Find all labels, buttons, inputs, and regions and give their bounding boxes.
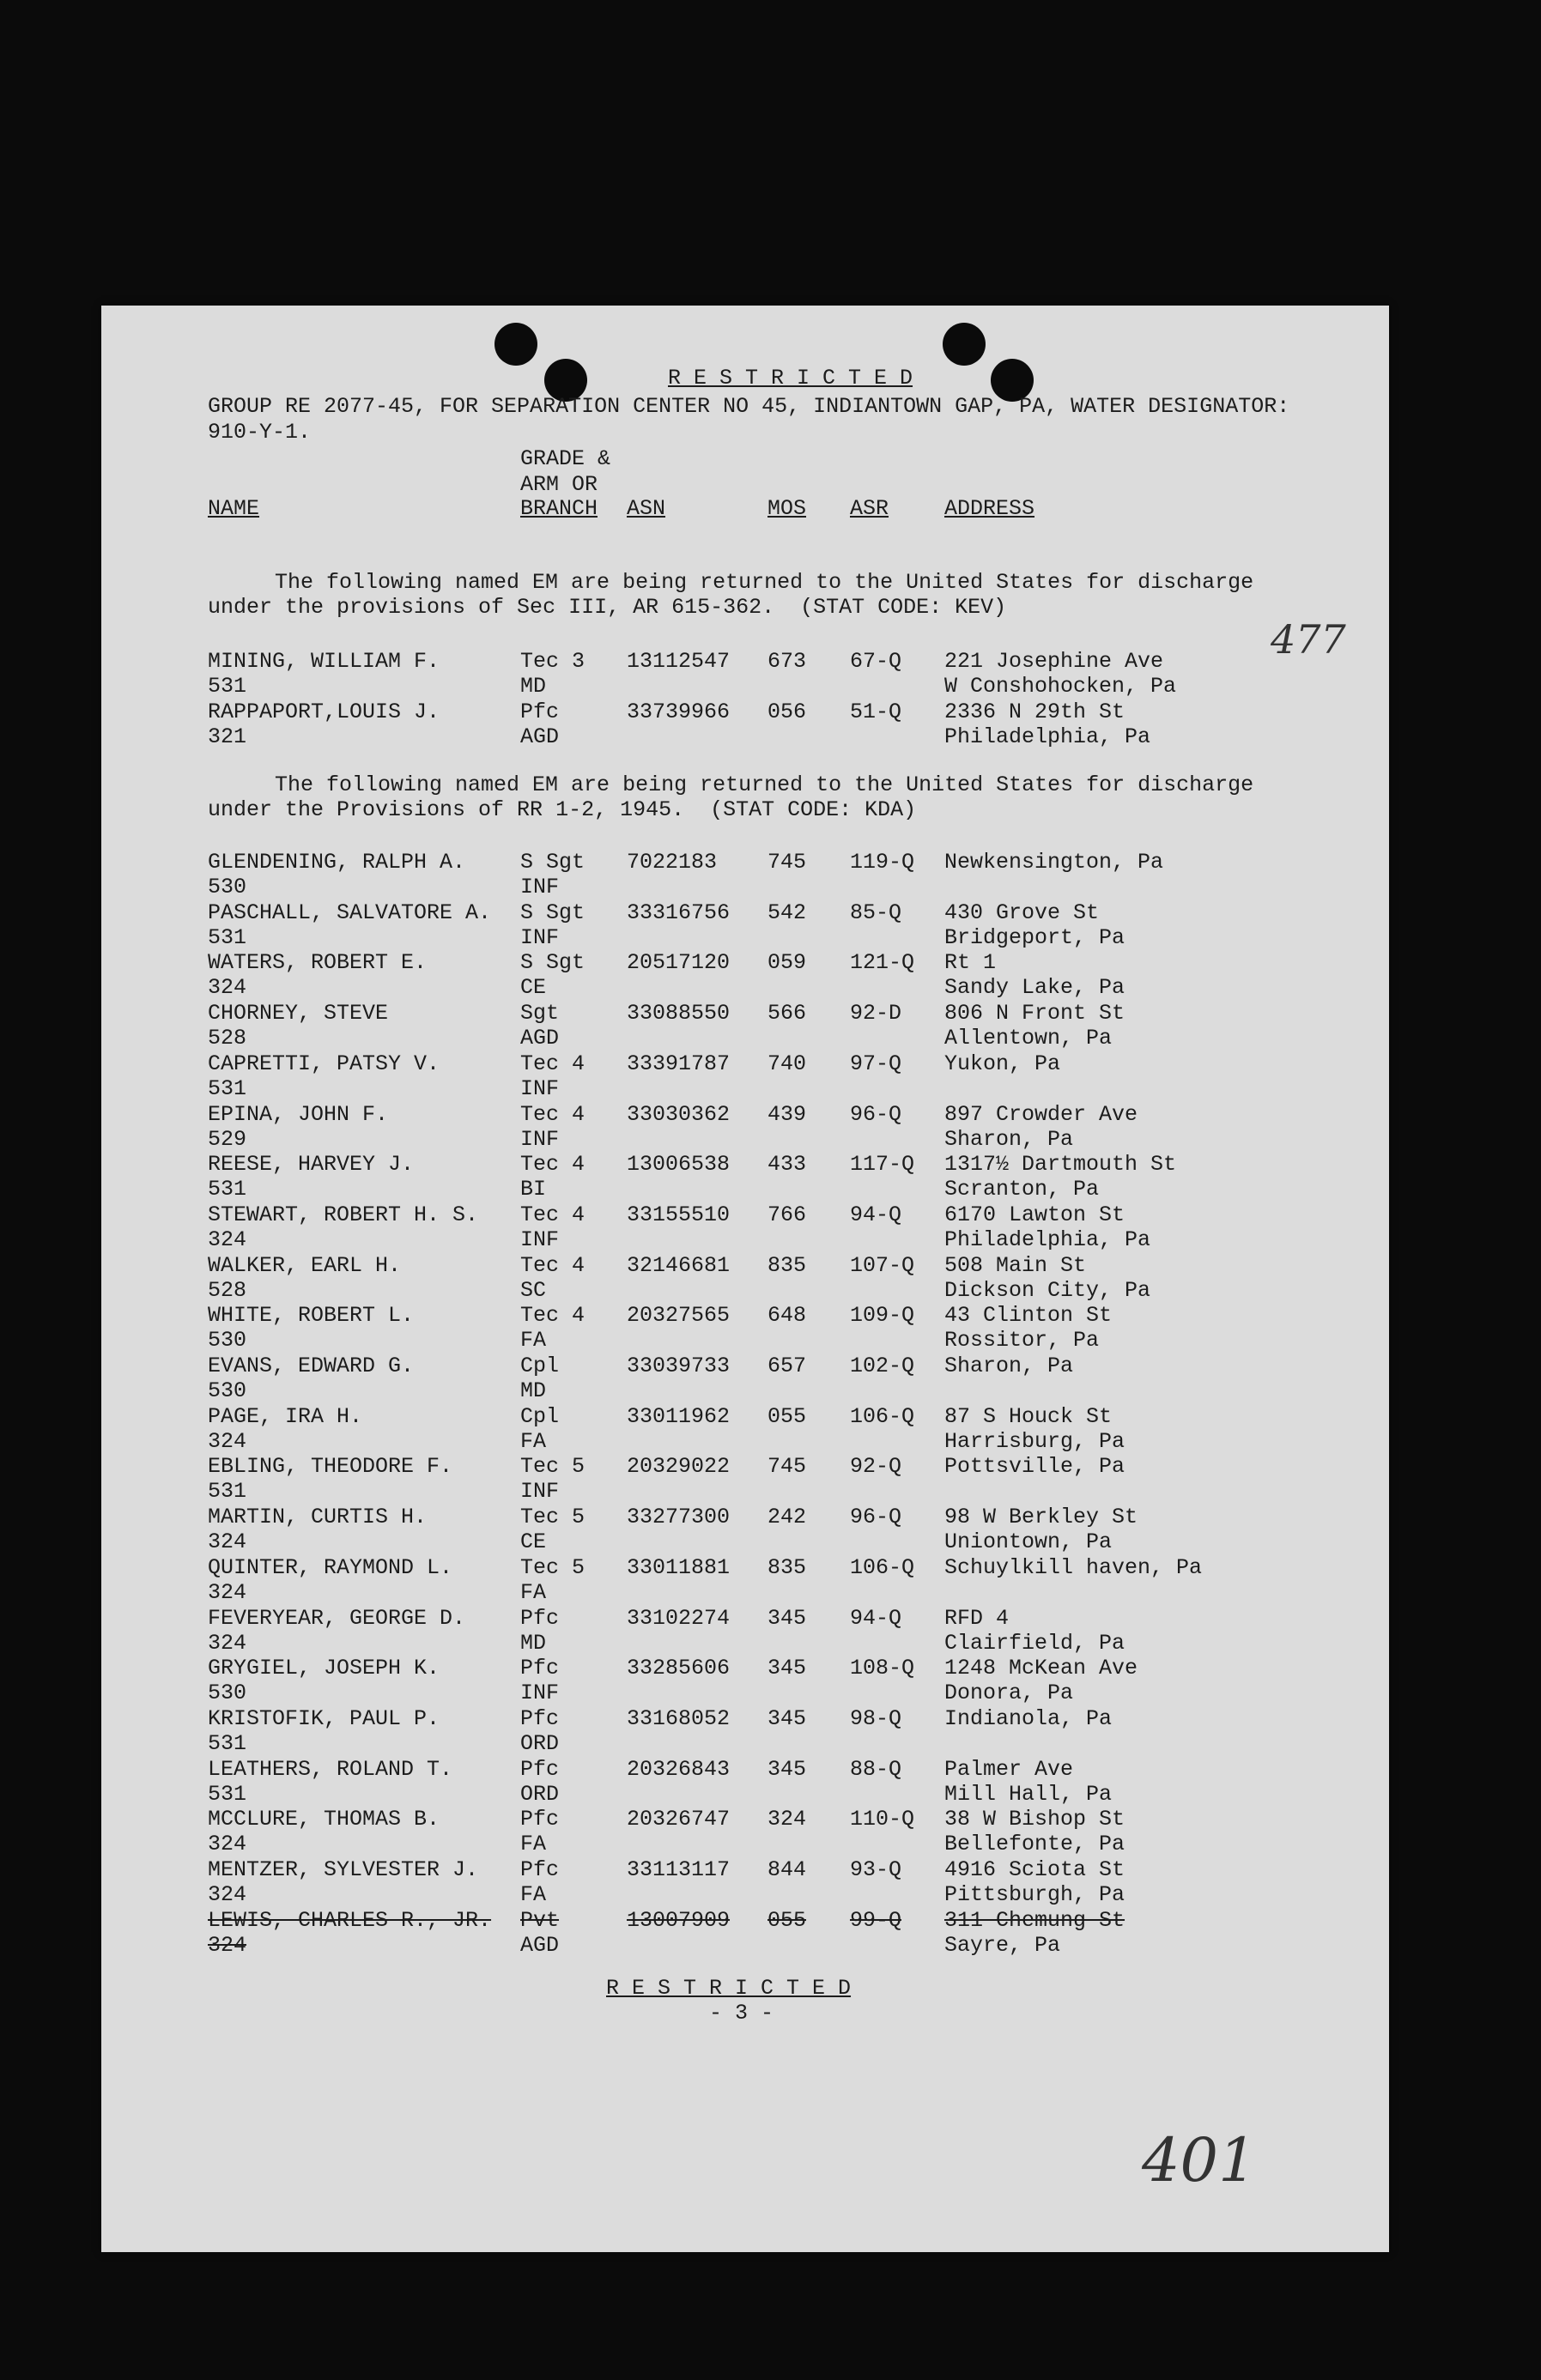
address-line-1: 38 W Bishop St [944, 1807, 1125, 1832]
mos: 345 [767, 1656, 807, 1681]
soldier-code: 531 [208, 924, 247, 950]
soldier-name: MINING, WILLIAM F. [208, 649, 440, 674]
soldier-code: 531 [208, 1177, 247, 1202]
table-row [101, 1303, 1389, 1353]
asn: 20327565 [627, 1303, 731, 1329]
branch: ORD [520, 1781, 560, 1807]
mos: 056 [767, 699, 807, 724]
grade: Pfc [520, 1807, 560, 1832]
grade: Pfc [520, 1756, 560, 1782]
address-line-2: Dickson City, Pa [944, 1277, 1151, 1303]
soldier-code: 324 [208, 1529, 247, 1555]
address-line-1: Pottsville, Pa [944, 1454, 1125, 1480]
mos: 055 [767, 1907, 807, 1933]
branch: INF [520, 1075, 560, 1101]
branch: AGD [520, 1026, 560, 1051]
page-number: - 3 - [709, 2001, 774, 2026]
address-line-2: Philadelphia, Pa [944, 724, 1151, 749]
section1-paragraph: The following named EM are being returned to the United States for discharge [275, 570, 1254, 595]
mos: 433 [767, 1152, 807, 1178]
col-grade-header: BRANCH [520, 496, 598, 521]
mos: 345 [767, 1605, 807, 1631]
asr: 94-Q [850, 1605, 902, 1631]
grade: Cpl [520, 1403, 560, 1429]
mos: 439 [767, 1101, 807, 1127]
address-line-1: 1248 McKean Ave [944, 1656, 1138, 1681]
asr: 108-Q [850, 1656, 915, 1681]
soldier-name: CHORNEY, STEVE [208, 1001, 389, 1026]
soldier-name: MCCLURE, THOMAS B. [208, 1807, 440, 1832]
branch: FA [520, 1428, 547, 1454]
col-mos-header: MOS [767, 496, 807, 521]
address-line-1: 1317½ Dartmouth St [944, 1152, 1177, 1178]
address-line-1: Schuylkill haven, Pa [944, 1554, 1203, 1580]
address-line-1: 98 W Berkley St [944, 1505, 1138, 1530]
branch: FA [520, 1579, 547, 1605]
branch: FA [520, 1328, 547, 1354]
grade: S Sgt [520, 950, 585, 976]
table-row [101, 1202, 1389, 1252]
branch: INF [520, 1126, 560, 1152]
asn: 33102274 [627, 1605, 731, 1631]
address-line-2: Scranton, Pa [944, 1177, 1100, 1202]
grade: Pfc [520, 1705, 560, 1731]
address-line-1: 87 S Houck St [944, 1403, 1113, 1429]
address-line-1: 43 Clinton St [944, 1303, 1113, 1329]
address-line-1: Palmer Ave [944, 1756, 1074, 1782]
asr: 92-Q [850, 1454, 902, 1480]
soldier-code: 530 [208, 1378, 247, 1403]
asr: 92-D [850, 1001, 902, 1026]
table-row [101, 1102, 1389, 1152]
table-row [101, 1706, 1389, 1756]
asr: 99-Q [850, 1907, 902, 1933]
address-line-1: 4916 Sciota St [944, 1857, 1125, 1882]
asr: 117-Q [850, 1152, 915, 1178]
branch: SC [520, 1277, 547, 1303]
address-line-2: Donora, Pa [944, 1681, 1074, 1706]
mos: 324 [767, 1807, 807, 1832]
grade: S Sgt [520, 850, 585, 875]
asr: 98-Q [850, 1705, 902, 1731]
section2-paragraph-cont: under the Provisions of RR 1-2, 1945. (STAT CODE: KDA) [208, 797, 917, 822]
soldier-name: GLENDENING, RALPH A. [208, 850, 466, 875]
soldier-code: 531 [208, 1730, 247, 1756]
asn: 33391787 [627, 1051, 731, 1076]
asn: 33739966 [627, 699, 731, 724]
soldier-code: 324 [208, 1579, 247, 1605]
soldier-code: 324 [208, 1932, 247, 1958]
asn: 13006538 [627, 1152, 731, 1178]
soldier-name: CAPRETTI, PATSY V. [208, 1051, 440, 1076]
soldier-name: QUINTER, RAYMOND L. [208, 1554, 453, 1580]
handwritten-page-number: 401 [1142, 2125, 1257, 2195]
address-line-2: Rossitor, Pa [944, 1328, 1100, 1354]
asn: 32146681 [627, 1252, 731, 1278]
section2-paragraph: The following named EM are being returned to the United States for discharge [275, 772, 1254, 797]
branch: MD [520, 1378, 547, 1403]
table-row [101, 1656, 1389, 1705]
asr: 109-Q [850, 1303, 915, 1329]
branch: ORD [520, 1730, 560, 1756]
asr: 106-Q [850, 1403, 915, 1429]
asn: 33168052 [627, 1705, 731, 1731]
col-asn-header: ASN [627, 496, 666, 521]
asr: 119-Q [850, 850, 915, 875]
address-line-2: Philadelphia, Pa [944, 1226, 1151, 1252]
table-row [101, 1454, 1389, 1504]
address-line-1: 2336 N 29th St [944, 699, 1125, 724]
address-line-2: Mill Hall, Pa [944, 1781, 1113, 1807]
asr: 51-Q [850, 699, 902, 724]
table-row [101, 850, 1389, 899]
document-page [101, 306, 1389, 2252]
address-line-1: 806 N Front St [944, 1001, 1125, 1026]
branch: INF [520, 924, 560, 950]
mos: 542 [767, 899, 807, 925]
restricted-footer: R E S T R I C T E D [606, 1976, 852, 2001]
branch: INF [520, 1681, 560, 1706]
table-row [101, 1152, 1389, 1202]
address-line-2: Uniontown, Pa [944, 1529, 1113, 1555]
mos: 835 [767, 1252, 807, 1278]
table-row [101, 1857, 1389, 1907]
address-line-1: RFD 4 [944, 1605, 1010, 1631]
branch: FA [520, 1882, 547, 1907]
address-line-1: 6170 Lawton St [944, 1202, 1125, 1227]
address-line-2: Sayre, Pa [944, 1932, 1061, 1958]
asr: 85-Q [850, 899, 902, 925]
address-line-1: 508 Main St [944, 1252, 1087, 1278]
soldier-name: EBLING, THEODORE F. [208, 1454, 453, 1480]
grade: Pfc [520, 699, 560, 724]
branch: AGD [520, 1932, 560, 1958]
address-line-2: Harrisburg, Pa [944, 1428, 1125, 1454]
col-asr-header: ASR [850, 496, 889, 521]
mos: 566 [767, 1001, 807, 1026]
mos: 055 [767, 1403, 807, 1429]
restricted-heading: R E S T R I C T E D [668, 366, 913, 391]
branch: BI [520, 1177, 547, 1202]
soldier-code: 531 [208, 674, 247, 699]
soldier-name: WATERS, ROBERT E. [208, 950, 428, 976]
soldier-code: 530 [208, 875, 247, 899]
soldier-code: 529 [208, 1126, 247, 1152]
asr: 107-Q [850, 1252, 915, 1278]
asr: 106-Q [850, 1554, 915, 1580]
mos: 673 [767, 649, 807, 674]
table-row [101, 1606, 1389, 1656]
asr: 67-Q [850, 649, 902, 674]
mos: 059 [767, 950, 807, 976]
address-line-1: Rt 1 [944, 950, 997, 976]
grade: Tec 4 [520, 1152, 585, 1178]
table-row [101, 1807, 1389, 1856]
asr: 121-Q [850, 950, 915, 976]
asr: 93-Q [850, 1857, 902, 1882]
group-line-cont: 910-Y-1. [208, 420, 312, 445]
branch: MD [520, 1630, 547, 1656]
address-line-2: Bridgeport, Pa [944, 924, 1125, 950]
grade: Pfc [520, 1857, 560, 1882]
col-grade-label-1: GRADE & [520, 446, 611, 471]
address-line-1: Sharon, Pa [944, 1354, 1074, 1378]
table-row [101, 1757, 1389, 1807]
grade: Sgt [520, 1001, 560, 1026]
branch: CE [520, 1529, 547, 1555]
asr: 97-Q [850, 1051, 902, 1076]
soldier-name: KRISTOFIK, PAUL P. [208, 1705, 440, 1731]
branch: MD [520, 674, 547, 699]
soldier-code: 324 [208, 1882, 247, 1907]
punch-hole [494, 323, 537, 366]
grade: Tec 3 [520, 649, 585, 674]
soldier-name: LEATHERS, ROLAND T. [208, 1756, 453, 1782]
soldier-name: PASCHALL, SALVATORE A. [208, 899, 492, 925]
punch-hole [943, 323, 986, 366]
soldier-code: 531 [208, 1479, 247, 1505]
branch: AGD [520, 724, 560, 749]
asn: 20517120 [627, 950, 731, 976]
mos: 657 [767, 1354, 807, 1378]
grade: Tec 4 [520, 1252, 585, 1278]
soldier-name: WALKER, EARL H. [208, 1252, 402, 1278]
soldier-code: 530 [208, 1681, 247, 1706]
address-line-1: 897 Crowder Ave [944, 1101, 1138, 1127]
asn: 33030362 [627, 1101, 731, 1127]
branch: INF [520, 1226, 560, 1252]
table-row [101, 1404, 1389, 1454]
asn: 33316756 [627, 899, 731, 925]
soldier-name: LEWIS, CHARLES R., JR. [208, 1907, 492, 1933]
soldier-name: STEWART, ROBERT H. S. [208, 1202, 479, 1227]
address-line-2: Sandy Lake, Pa [944, 975, 1125, 1001]
grade: Tec 4 [520, 1101, 585, 1127]
mos: 345 [767, 1705, 807, 1731]
table-row [101, 1253, 1389, 1303]
asn: 20329022 [627, 1454, 731, 1480]
soldier-name: EVANS, EDWARD G. [208, 1354, 415, 1378]
asn: 33113117 [627, 1857, 731, 1882]
soldier-name: MARTIN, CURTIS H. [208, 1505, 428, 1530]
grade: Cpl [520, 1354, 560, 1378]
col-grade-label-2: ARM OR [520, 472, 598, 497]
grade: Tec 5 [520, 1554, 585, 1580]
col-address-header: ADDRESS [944, 496, 1035, 521]
asn: 33285606 [627, 1656, 731, 1681]
address-line-2: Clairfield, Pa [944, 1630, 1125, 1656]
branch: INF [520, 875, 560, 899]
address-line-2: W Conshohocken, Pa [944, 674, 1177, 699]
table-row [101, 950, 1389, 1000]
address-line-1: 430 Grove St [944, 899, 1100, 925]
asr: 110-Q [850, 1807, 915, 1832]
mos: 242 [767, 1505, 807, 1530]
soldier-code: 324 [208, 1630, 247, 1656]
address-line-1: Yukon, Pa [944, 1051, 1061, 1076]
soldier-name: EPINA, JOHN F. [208, 1101, 389, 1127]
asn: 13007909 [627, 1907, 731, 1933]
table-row [101, 1505, 1389, 1554]
soldier-code: 528 [208, 1277, 247, 1303]
soldier-name: MENTZER, SYLVESTER J. [208, 1857, 479, 1882]
address-line-1: 311 Chemung St [944, 1907, 1125, 1933]
table-row [101, 1051, 1389, 1101]
address-line-2: Bellefonte, Pa [944, 1832, 1125, 1857]
soldier-name: RAPPAPORT,LOUIS J. [208, 699, 440, 724]
asr: 96-Q [850, 1505, 902, 1530]
asn: 13112547 [627, 649, 731, 674]
group-line: GROUP RE 2077-45, FOR SEPARATION CENTER NO 45, INDIANTOWN GAP, PA, WATER DESIGNATOR: [208, 394, 1290, 419]
branch: FA [520, 1832, 547, 1857]
asn: 33039733 [627, 1354, 731, 1378]
asn: 33011962 [627, 1403, 731, 1429]
address-line-1: Newkensington, Pa [944, 850, 1164, 875]
mos: 766 [767, 1202, 807, 1227]
soldier-code: 324 [208, 975, 247, 1001]
soldier-name: REESE, HARVEY J. [208, 1152, 415, 1178]
grade: Tec 4 [520, 1202, 585, 1227]
branch: INF [520, 1479, 560, 1505]
table-row [101, 900, 1389, 950]
address-line-1: 221 Josephine Ave [944, 649, 1164, 674]
soldier-name: PAGE, IRA H. [208, 1403, 363, 1429]
grade: Pfc [520, 1605, 560, 1631]
mos: 740 [767, 1051, 807, 1076]
asn: 33277300 [627, 1505, 731, 1530]
asn: 33088550 [627, 1001, 731, 1026]
soldier-code: 531 [208, 1781, 247, 1807]
soldier-code: 321 [208, 724, 247, 749]
asr: 88-Q [850, 1756, 902, 1782]
asn: 20326747 [627, 1807, 731, 1832]
mos: 745 [767, 1454, 807, 1480]
soldier-code: 530 [208, 1328, 247, 1354]
mos: 844 [767, 1857, 807, 1882]
table-row [101, 1354, 1389, 1403]
address-line-1: Indianola, Pa [944, 1705, 1113, 1731]
mos: 345 [767, 1756, 807, 1782]
soldier-code: 324 [208, 1428, 247, 1454]
grade: Tec 5 [520, 1505, 585, 1530]
table-row [101, 699, 1389, 749]
soldier-name: WHITE, ROBERT L. [208, 1303, 415, 1329]
handwritten-annotation: 477 [1271, 616, 1346, 663]
table-row [101, 649, 1389, 699]
mos: 835 [767, 1554, 807, 1580]
asr: 96-Q [850, 1101, 902, 1127]
mos: 648 [767, 1303, 807, 1329]
soldier-code: 531 [208, 1075, 247, 1101]
soldier-name: FEVERYEAR, GEORGE D. [208, 1605, 466, 1631]
address-line-2: Pittsburgh, Pa [944, 1882, 1125, 1907]
asr: 94-Q [850, 1202, 902, 1227]
grade: Tec 5 [520, 1454, 585, 1480]
mos: 745 [767, 850, 807, 875]
asr: 102-Q [850, 1354, 915, 1378]
branch: CE [520, 975, 547, 1001]
section1-paragraph-cont: under the provisions of Sec III, AR 615-362. (STAT CODE: KEV) [208, 595, 1007, 620]
table-row [101, 1908, 1389, 1958]
grade: Pfc [520, 1656, 560, 1681]
soldier-code: 324 [208, 1832, 247, 1857]
soldier-name: GRYGIEL, JOSEPH K. [208, 1656, 440, 1681]
grade: Pvt [520, 1907, 560, 1933]
address-line-2: Sharon, Pa [944, 1126, 1074, 1152]
asn: 20326843 [627, 1756, 731, 1782]
address-line-2: Allentown, Pa [944, 1026, 1113, 1051]
grade: S Sgt [520, 899, 585, 925]
table-row [101, 1001, 1389, 1051]
asn: 33011881 [627, 1554, 731, 1580]
soldier-code: 528 [208, 1026, 247, 1051]
asn: 7022183 [627, 850, 718, 875]
table-row [101, 1555, 1389, 1605]
grade: Tec 4 [520, 1303, 585, 1329]
asn: 33155510 [627, 1202, 731, 1227]
col-name-header: NAME [208, 496, 260, 521]
soldier-code: 324 [208, 1226, 247, 1252]
grade: Tec 4 [520, 1051, 585, 1076]
